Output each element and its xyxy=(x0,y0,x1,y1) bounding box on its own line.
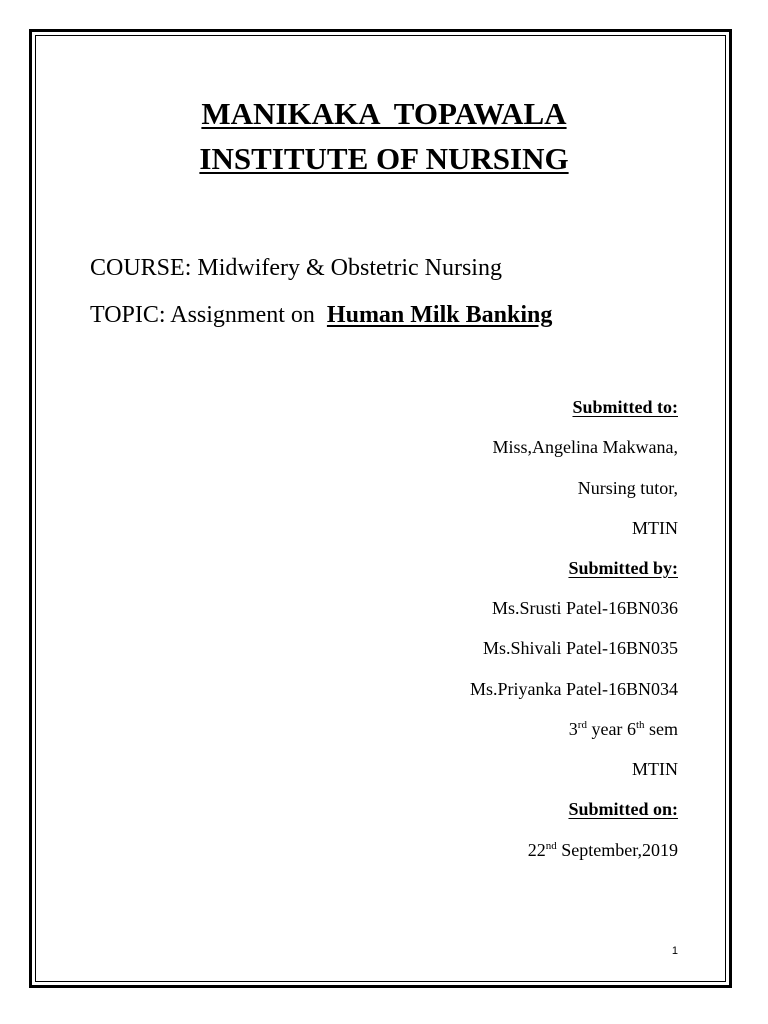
year-word: year xyxy=(586,719,627,739)
sem-word: sem xyxy=(644,719,678,739)
submitted-to-name: Miss,Angelina Makwana, xyxy=(492,437,678,457)
submitted-by-student-2: Ms.Shivali Patel-16BN035 xyxy=(482,638,678,658)
sem-number: 6 xyxy=(626,719,636,739)
submitted-by-student-1: Ms.Srusti Patel-16BN036 xyxy=(491,598,678,618)
date-rest: September,2019 xyxy=(556,840,678,860)
submitted-to-institute: MTIN xyxy=(632,518,678,538)
institute-title-line2: INSTITUTE OF NURSING xyxy=(199,141,569,176)
submitted-by-institute: MTIN xyxy=(632,759,678,779)
course-line: COURSE: Midwifery & Obstetric Nursing xyxy=(90,255,502,281)
date-day: 22 xyxy=(527,840,546,860)
topic-line xyxy=(90,301,552,329)
submitted-on-date xyxy=(528,839,678,861)
year-number: 3 xyxy=(568,719,578,739)
topic-prefix: TOPIC: Assignment on xyxy=(90,302,327,328)
submitted-to-role: Nursing tutor, xyxy=(577,478,678,498)
year-suffix: rd xyxy=(577,719,587,731)
date-day-suffix: nd xyxy=(545,840,557,852)
submitted-by-year-sem xyxy=(569,718,678,740)
submitted-on-heading: Submitted on: xyxy=(568,799,678,819)
page-number: 1 xyxy=(671,945,678,957)
submitted-by-student-3: Ms.Priyanka Patel-16BN034 xyxy=(470,679,678,699)
sem-suffix: th xyxy=(635,719,645,731)
submitted-by-heading: Submitted by: xyxy=(568,558,678,578)
institute-title-line1: MANIKAKA TOPAWALA xyxy=(201,96,567,131)
topic-value: Human Milk Banking xyxy=(326,302,553,328)
submitted-to-heading: Submitted to: xyxy=(572,397,678,417)
